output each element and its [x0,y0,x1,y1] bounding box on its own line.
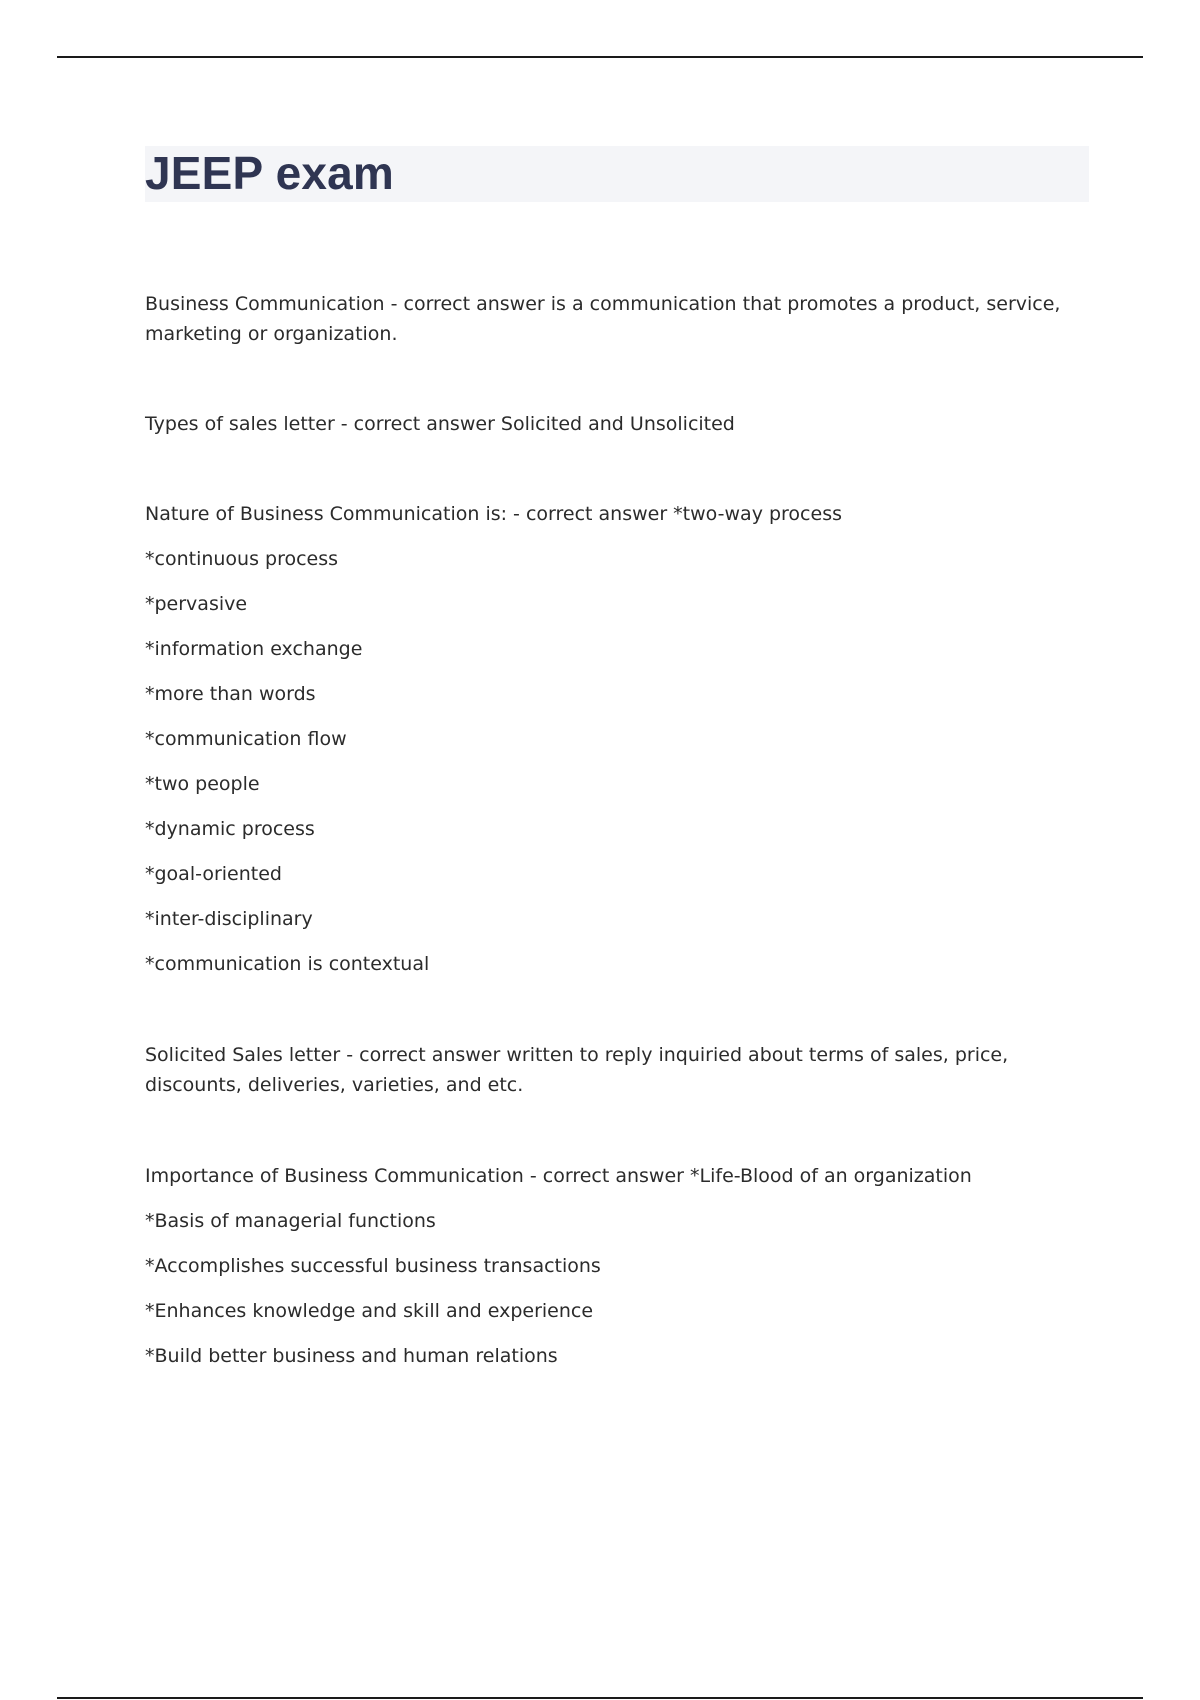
list-item: *communication flow [145,728,347,750]
list-item: *Enhances knowledge and skill and experience [145,1300,594,1322]
list-item: *continuous process [145,548,339,570]
list-item: *inter-disciplinary [145,908,313,930]
top-rule [57,56,1143,58]
list-item: *Basis of managerial functions [145,1210,436,1232]
qa-entry-importance-of-business-communication [145,1161,1075,1371]
bottom-rule [57,1697,1143,1699]
entry-text: Business Communication - correct answer is a communication that promotes a product, service, marketing or organization. [145,293,1061,345]
list-item: *communication is contextual [145,953,430,975]
list-item: *pervasive [145,593,248,615]
list-item: *more than words [145,683,316,705]
entry-text: Types of sales letter - correct answer Solicited and Unsolicited [145,413,735,435]
entry-text: Solicited Sales letter - correct answer written to reply inquiried about terms of sales, price, discounts, deliveries, varieties, and etc. [145,1044,1009,1096]
list-item: *information exchange [145,638,363,660]
document-body [145,289,1075,1371]
list-item: *two people [145,773,260,795]
list-item: *Build better business and human relations [145,1345,558,1367]
qa-entry-solicited-sales-letter [145,1040,1075,1100]
list-item: *dynamic process [145,818,315,840]
entry-text: Importance of Business Communication - correct answer *Life-Blood of an organization [145,1165,972,1187]
entry-text: Nature of Business Communication is: - correct answer *two-way process [145,503,842,525]
qa-entry-nature-of-business-communication [145,499,1075,979]
list-item: *goal-oriented [145,863,282,885]
list-item: *Accomplishes successful business transactions [145,1255,601,1277]
qa-entry-business-communication [145,289,1075,349]
qa-entry-types-of-sales-letter [145,409,1075,439]
document-title: JEEP exam [145,147,395,199]
